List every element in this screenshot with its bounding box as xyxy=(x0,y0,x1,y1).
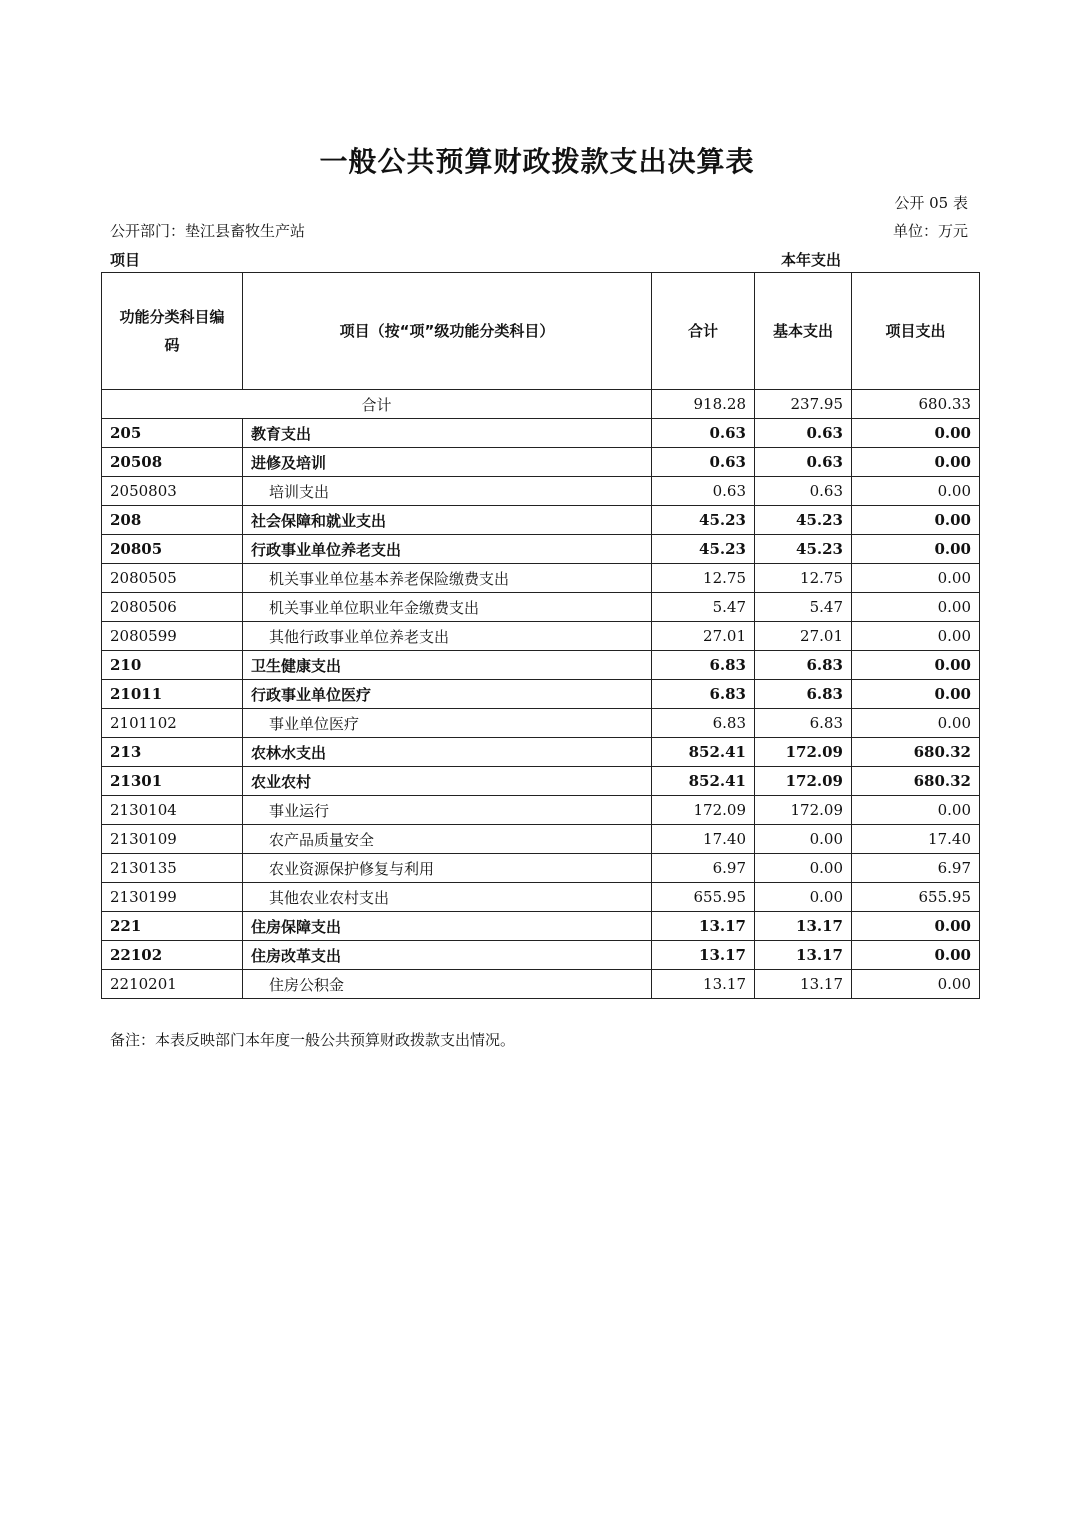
total-cell: 172.09 xyxy=(652,796,755,825)
name-cell: 培训支出 xyxy=(243,477,652,506)
basic-cell: 5.47 xyxy=(755,593,852,622)
table-row xyxy=(102,680,980,709)
table-row xyxy=(102,477,980,506)
project-cell: 0.00 xyxy=(852,912,980,941)
total-cell: 13.17 xyxy=(652,912,755,941)
name-cell: 机关事业单位基本养老保险缴费支出 xyxy=(243,564,652,593)
page-title: 一般公共预算财政拨款支出决算表 xyxy=(319,145,755,178)
code-cell: 22102 xyxy=(102,941,243,970)
total-cell: 13.17 xyxy=(652,970,755,999)
table-row xyxy=(102,564,980,593)
table-row xyxy=(102,448,980,477)
project-cell: 0.00 xyxy=(852,448,980,477)
total-cell: 5.47 xyxy=(652,593,755,622)
code-cell: 2080505 xyxy=(102,564,243,593)
table-row xyxy=(102,419,980,448)
project-cell: 0.00 xyxy=(852,564,980,593)
code-cell: 2080599 xyxy=(102,622,243,651)
column-header-basic: 基本支出 xyxy=(755,273,852,390)
basic-cell: 0.00 xyxy=(755,854,852,883)
table-row xyxy=(102,622,980,651)
column-header-code: 功能分类科目编码 xyxy=(102,273,243,390)
name-cell: 住房公积金 xyxy=(243,970,652,999)
basic-cell: 0.00 xyxy=(755,825,852,854)
column-header-project: 项目支出 xyxy=(852,273,980,390)
total-cell: 27.01 xyxy=(652,622,755,651)
total-row xyxy=(102,390,980,419)
basic-cell: 27.01 xyxy=(755,622,852,651)
table-row xyxy=(102,825,980,854)
project-cell: 655.95 xyxy=(852,883,980,912)
project-cell: 0.00 xyxy=(852,651,980,680)
basic-cell: 13.17 xyxy=(755,970,852,999)
name-cell: 卫生健康支出 xyxy=(243,651,652,680)
name-cell: 农产品质量安全 xyxy=(243,825,652,854)
total-cell: 0.63 xyxy=(652,477,755,506)
code-cell: 2130109 xyxy=(102,825,243,854)
table-row xyxy=(102,767,980,796)
total-cell: 6.83 xyxy=(652,709,755,738)
code-cell: 208 xyxy=(102,506,243,535)
table-row xyxy=(102,912,980,941)
table-row xyxy=(102,651,980,680)
table-row xyxy=(102,506,980,535)
name-cell: 机关事业单位职业年金缴费支出 xyxy=(243,593,652,622)
column-header-name: 项目（按“项”级功能分类科目） xyxy=(243,273,652,390)
project-cell: 0.00 xyxy=(852,970,980,999)
basic-cell: 0.63 xyxy=(755,448,852,477)
code-cell: 221 xyxy=(102,912,243,941)
footnote: 备注：本表反映部门本年度一般公共预算财政拨款支出情况。 xyxy=(110,1031,516,1049)
name-cell: 其他行政事业单位养老支出 xyxy=(243,622,652,651)
code-cell: 213 xyxy=(102,738,243,767)
table-row xyxy=(102,941,980,970)
basic-cell: 172.09 xyxy=(755,796,852,825)
basic-cell: 13.17 xyxy=(755,912,852,941)
table-row xyxy=(102,883,980,912)
basic-cell: 6.83 xyxy=(755,651,852,680)
basic-cell: 45.23 xyxy=(755,506,852,535)
unit-label: 单位：万元 xyxy=(892,222,968,240)
header-year-label: 本年支出 xyxy=(781,251,842,269)
total-cell: 852.41 xyxy=(652,738,755,767)
project-cell: 0.00 xyxy=(852,709,980,738)
project-cell: 0.00 xyxy=(852,419,980,448)
basic-cell: 13.17 xyxy=(755,941,852,970)
total-cell: 6.83 xyxy=(652,651,755,680)
total-cell: 45.23 xyxy=(652,535,755,564)
name-cell: 住房保障支出 xyxy=(243,912,652,941)
name-cell: 社会保障和就业支出 xyxy=(243,506,652,535)
column-header-total: 合计 xyxy=(652,273,755,390)
basic-cell: 6.83 xyxy=(755,680,852,709)
name-cell: 其他农业农村支出 xyxy=(243,883,652,912)
name-cell: 行政事业单位医疗 xyxy=(243,680,652,709)
table-header-row xyxy=(102,273,980,390)
code-cell: 210 xyxy=(102,651,243,680)
name-cell: 农业资源保护修复与利用 xyxy=(243,854,652,883)
total-cell: 0.63 xyxy=(652,419,755,448)
name-cell: 进修及培训 xyxy=(243,448,652,477)
name-cell: 事业运行 xyxy=(243,796,652,825)
code-cell: 2210201 xyxy=(102,970,243,999)
code-cell: 2080506 xyxy=(102,593,243,622)
basic-cell: 6.83 xyxy=(755,709,852,738)
department-label: 公开部门：垫江县畜牧生产站 xyxy=(110,222,306,240)
project-cell: 680.32 xyxy=(852,738,980,767)
total-label: 合计 xyxy=(102,390,652,419)
code-cell: 20805 xyxy=(102,535,243,564)
table-row xyxy=(102,535,980,564)
code-cell: 2130135 xyxy=(102,854,243,883)
basic-cell: 0.63 xyxy=(755,419,852,448)
table-row xyxy=(102,854,980,883)
table-row xyxy=(102,593,980,622)
code-cell: 2050803 xyxy=(102,477,243,506)
table-row xyxy=(102,796,980,825)
project-cell: 0.00 xyxy=(852,477,980,506)
project-cell: 0.00 xyxy=(852,796,980,825)
basic-cell: 172.09 xyxy=(755,738,852,767)
total-cell: 655.95 xyxy=(652,883,755,912)
header-project-label: 项目 xyxy=(110,251,141,269)
name-cell: 行政事业单位养老支出 xyxy=(243,535,652,564)
name-cell: 农林水支出 xyxy=(243,738,652,767)
total-cell: 13.17 xyxy=(652,941,755,970)
expenditure-table xyxy=(101,272,980,999)
total-cell: 6.97 xyxy=(652,854,755,883)
form-number: 公开 05 表 xyxy=(894,194,968,212)
project-cell: 0.00 xyxy=(852,622,980,651)
code-cell: 20508 xyxy=(102,448,243,477)
code-cell: 21011 xyxy=(102,680,243,709)
code-cell: 2101102 xyxy=(102,709,243,738)
basic-cell: 0.00 xyxy=(755,883,852,912)
basic-cell: 0.63 xyxy=(755,477,852,506)
project-cell: 680.32 xyxy=(852,767,980,796)
project-cell: 0.00 xyxy=(852,593,980,622)
basic-cell: 45.23 xyxy=(755,535,852,564)
total-cell: 0.63 xyxy=(652,448,755,477)
table-row xyxy=(102,709,980,738)
code-cell: 21301 xyxy=(102,767,243,796)
total-cell: 852.41 xyxy=(652,767,755,796)
total-basic-cell: 237.95 xyxy=(755,390,852,419)
name-cell: 事业单位医疗 xyxy=(243,709,652,738)
name-cell: 住房改革支出 xyxy=(243,941,652,970)
basic-cell: 12.75 xyxy=(755,564,852,593)
table-row xyxy=(102,738,980,767)
project-cell: 0.00 xyxy=(852,680,980,709)
total-cell: 17.40 xyxy=(652,825,755,854)
basic-cell: 172.09 xyxy=(755,767,852,796)
code-cell: 205 xyxy=(102,419,243,448)
project-cell: 0.00 xyxy=(852,506,980,535)
total-cell: 12.75 xyxy=(652,564,755,593)
project-cell: 17.40 xyxy=(852,825,980,854)
total-cell: 6.83 xyxy=(652,680,755,709)
code-cell: 2130199 xyxy=(102,883,243,912)
project-cell: 0.00 xyxy=(852,941,980,970)
code-cell: 2130104 xyxy=(102,796,243,825)
project-cell: 6.97 xyxy=(852,854,980,883)
table-row xyxy=(102,970,980,999)
total-cell: 918.28 xyxy=(652,390,755,419)
project-cell: 0.00 xyxy=(852,535,980,564)
total-project-cell: 680.33 xyxy=(852,390,980,419)
name-cell: 教育支出 xyxy=(243,419,652,448)
name-cell: 农业农村 xyxy=(243,767,652,796)
total-cell: 45.23 xyxy=(652,506,755,535)
